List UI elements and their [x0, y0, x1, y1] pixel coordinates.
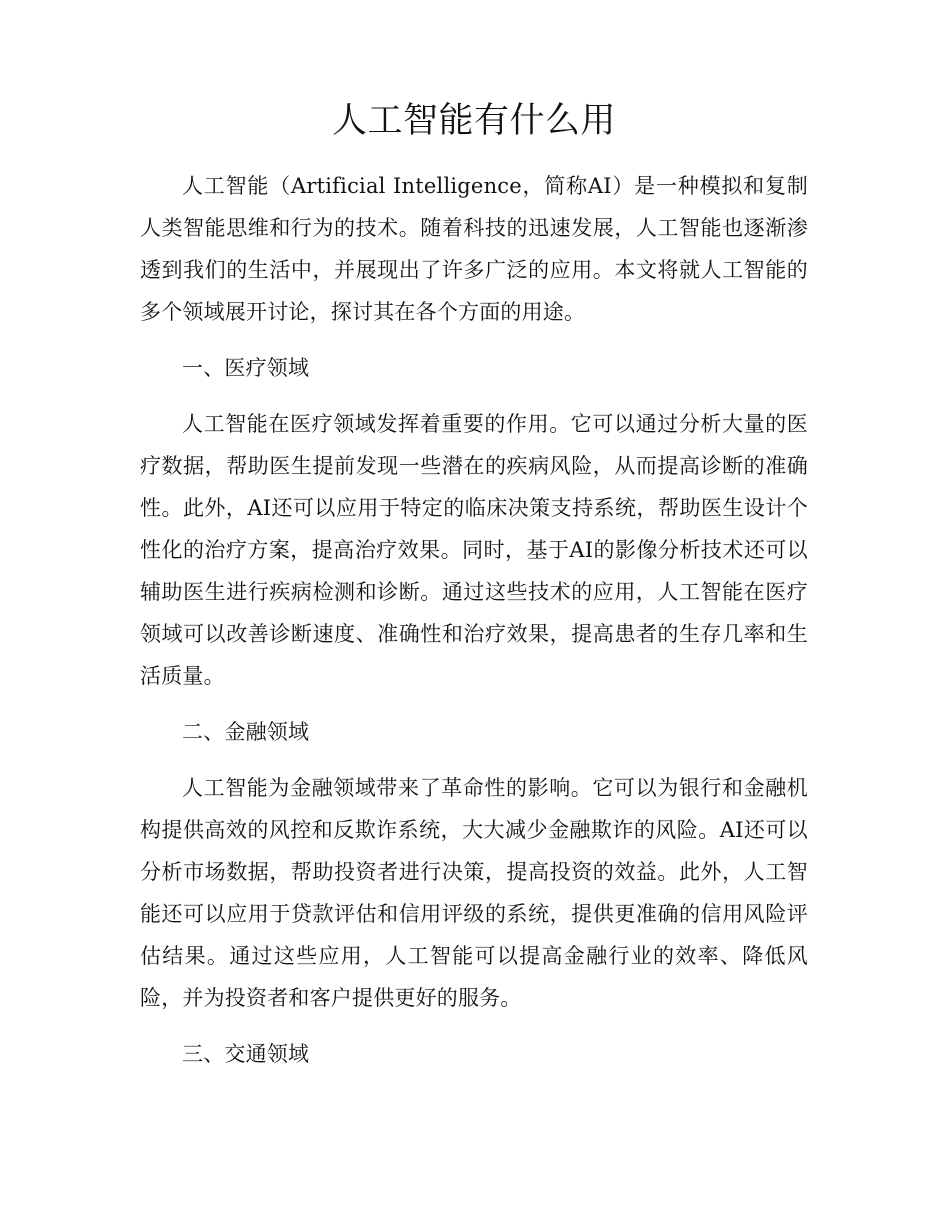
section-heading-transport: 三、交通领域	[182, 1042, 310, 1066]
document-content	[140, 0, 808, 1075]
section-heading-medical: 一、医疗领域	[182, 356, 310, 380]
document-title: 人工智能有什么用	[331, 101, 616, 141]
section-body-finance: 人工智能为金融领域带来了革命性的影响。它可以为银行和金融机构提供高效的风控和反欺诈系统，大大减少金融欺诈的风险。AI还可以分析市场数据，帮助投资者进行决策，提高投资的效益。此外，人工智能还可以应用于贷款评估和信用评级的系统，提供更准确的信用风险评估结果。通过这些应用，人工智能可以提高金融行业的效率、降低风险，并为投资者和客户提供更好的服务。	[140, 776, 808, 1010]
intro-paragraph: 人工智能（Artificial Intelligence，简称AI）是一种模拟和复制人类智能思维和行为的技术。随着科技的迅速发展，人工智能也逐渐渗透到我们的生活中，并展现出了许多广泛的应用。本文将就人工智能的多个领域展开讨论，探讨其在各个方面的用途。	[140, 174, 808, 324]
section-heading-finance: 二、金融领域	[182, 720, 310, 744]
section-body-medical: 人工智能在医疗领域发挥着重要的作用。它可以通过分析大量的医疗数据，帮助医生提前发现一些潜在的疾病风险，从而提高诊断的准确性。此外，AI还可以应用于特定的临床决策支持系统，帮助医生设计个性化的治疗方案，提高治疗效果。同时，基于AI的影像分析技术还可以辅助医生进行疾病检测和诊断。通过这些技术的应用，人工智能在医疗领域可以改善诊断速度、准确性和治疗效果，提高患者的生存几率和生活质量。	[140, 412, 808, 688]
